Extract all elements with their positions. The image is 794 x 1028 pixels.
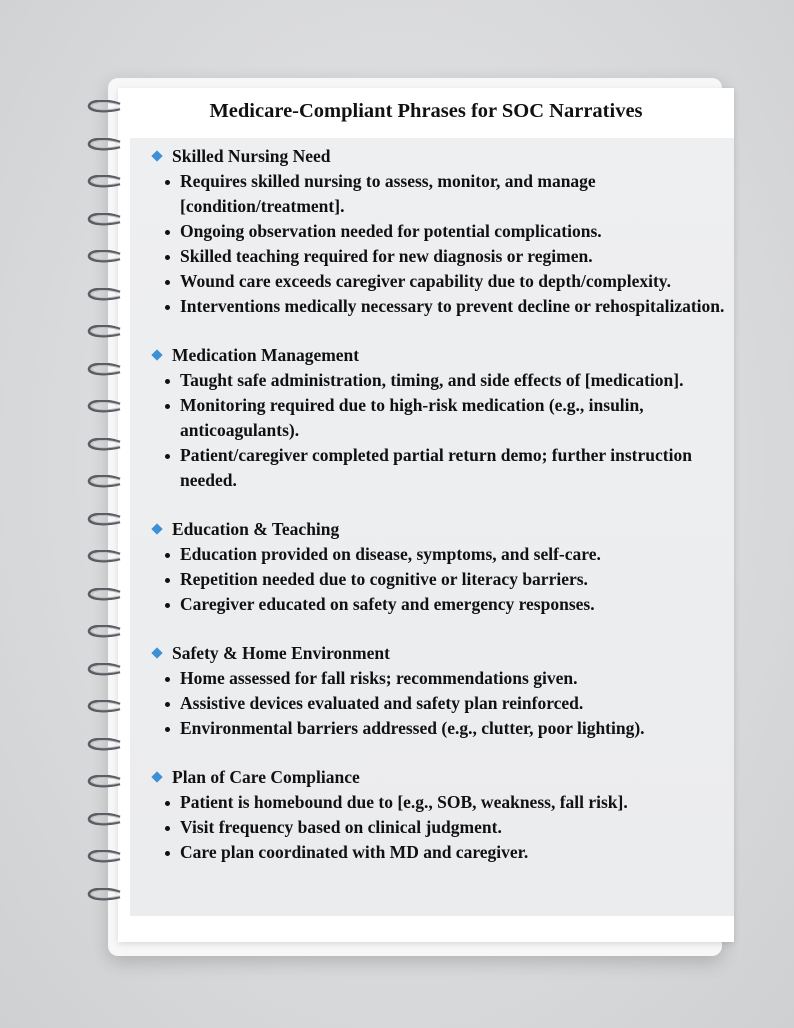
content-panel — [130, 138, 734, 916]
spiral-ring-icon — [86, 100, 122, 114]
item-list — [152, 790, 732, 865]
list-item-text: Requires skilled nursing to assess, monitor, and manage [condition/treatment]. — [180, 171, 596, 216]
list-item — [152, 368, 732, 393]
list-item-text: Visit frequency based on clinical judgment. — [180, 817, 502, 837]
bullet-dot-icon — [165, 230, 170, 235]
bullet-dot-icon — [165, 702, 170, 707]
section-heading — [152, 641, 732, 666]
spiral-ring-icon — [86, 738, 122, 752]
list-item-text: Repetition needed due to cognitive or literacy barriers. — [180, 569, 588, 589]
spiral-ring-icon — [86, 813, 122, 827]
bullet-dot-icon — [165, 280, 170, 285]
title-bar — [118, 88, 734, 138]
spiral-ring-icon — [86, 400, 122, 414]
diamond-bullet-icon — [151, 150, 162, 161]
list-item — [152, 393, 732, 443]
list-item-text: Caregiver educated on safety and emergency responses. — [180, 594, 595, 614]
list-item — [152, 691, 732, 716]
list-item-text: Monitoring required due to high-risk medication (e.g., insulin, anticoagulants). — [180, 395, 644, 440]
list-item-text: Taught safe administration, timing, and side effects of [medication]. — [180, 370, 684, 390]
list-item-text: Wound care exceeds caregiver capability due to depth/complexity. — [180, 271, 671, 291]
bullet-dot-icon — [165, 826, 170, 831]
list-item — [152, 443, 732, 493]
list-item — [152, 244, 732, 269]
spiral-ring-icon — [86, 438, 122, 452]
section-heading — [152, 765, 732, 790]
list-item — [152, 592, 732, 617]
spiral-ring-icon — [86, 700, 122, 714]
list-item-text: Patient/caregiver completed partial return demo; further instruction needed. — [180, 445, 692, 490]
content-list — [152, 144, 732, 889]
list-item-text: Assistive devices evaluated and safety plan reinforced. — [180, 693, 584, 713]
spiral-ring-icon — [86, 775, 122, 789]
list-item-text: Home assessed for fall risks; recommendations given. — [180, 668, 578, 688]
diamond-bullet-icon — [151, 349, 162, 360]
diamond-bullet-icon — [151, 523, 162, 534]
list-item — [152, 567, 732, 592]
bullet-dot-icon — [165, 727, 170, 732]
list-item-text: Patient is homebound due to [e.g., SOB, weakness, fall risk]. — [180, 792, 628, 812]
page-title: Medicare-Compliant Phrases for SOC Narratives — [209, 100, 643, 122]
spiral-ring-icon — [86, 513, 122, 527]
list-item — [152, 815, 732, 840]
list-item-text: Education provided on disease, symptoms, and self-care. — [180, 544, 601, 564]
spiral-ring-icon — [86, 850, 122, 864]
section-heading-text: Skilled Nursing Need — [172, 146, 331, 166]
list-item — [152, 269, 732, 294]
section — [152, 517, 732, 617]
list-item — [152, 542, 732, 567]
bullet-dot-icon — [165, 404, 170, 409]
list-item — [152, 294, 732, 319]
bullet-dot-icon — [165, 454, 170, 459]
list-item-text: Skilled teaching required for new diagnosis or regimen. — [180, 246, 593, 266]
diamond-bullet-icon — [151, 771, 162, 782]
list-item — [152, 666, 732, 691]
spiral-ring-icon — [86, 588, 122, 602]
list-item-text: Interventions medically necessary to prevent decline or rehospitalization. — [180, 296, 725, 316]
list-item — [152, 790, 732, 815]
list-item — [152, 219, 732, 244]
bullet-dot-icon — [165, 305, 170, 310]
section — [152, 144, 732, 319]
section — [152, 765, 732, 865]
bullet-dot-icon — [165, 677, 170, 682]
spiral-ring-icon — [86, 250, 122, 264]
bullet-dot-icon — [165, 851, 170, 856]
bullet-dot-icon — [165, 180, 170, 185]
section-heading-text: Education & Teaching — [172, 519, 340, 539]
notebook-page — [118, 88, 734, 942]
section-heading — [152, 517, 732, 542]
item-list — [152, 169, 732, 319]
item-list — [152, 542, 732, 617]
spiral-ring-icon — [86, 625, 122, 639]
bullet-dot-icon — [165, 603, 170, 608]
spiral-ring-icon — [86, 475, 122, 489]
list-item-text: Care plan coordinated with MD and caregiver. — [180, 842, 529, 862]
section-heading-text: Plan of Care Compliance — [172, 767, 360, 787]
spiral-ring-icon — [86, 175, 122, 189]
section-heading-text: Medication Management — [172, 345, 360, 365]
bullet-dot-icon — [165, 379, 170, 384]
section-heading-text: Safety & Home Environment — [172, 643, 390, 663]
list-item-text: Environmental barriers addressed (e.g., clutter, poor lighting). — [180, 718, 645, 738]
bullet-dot-icon — [165, 801, 170, 806]
section-heading — [152, 144, 732, 169]
spiral-binding — [86, 100, 126, 920]
list-item — [152, 840, 732, 865]
section — [152, 641, 732, 741]
section — [152, 343, 732, 493]
bullet-dot-icon — [165, 578, 170, 583]
list-item — [152, 169, 732, 219]
list-item-text: Ongoing observation needed for potential complications. — [180, 221, 602, 241]
spiral-ring-icon — [86, 550, 122, 564]
list-item — [152, 716, 732, 741]
bullet-dot-icon — [165, 255, 170, 260]
item-list — [152, 368, 732, 493]
spiral-ring-icon — [86, 213, 122, 227]
spiral-ring-icon — [86, 138, 122, 152]
spiral-ring-icon — [86, 363, 122, 377]
spiral-ring-icon — [86, 288, 122, 302]
spiral-ring-icon — [86, 325, 122, 339]
spiral-ring-icon — [86, 888, 122, 902]
section-heading — [152, 343, 732, 368]
diamond-bullet-icon — [151, 647, 162, 658]
bullet-dot-icon — [165, 553, 170, 558]
item-list — [152, 666, 732, 741]
spiral-ring-icon — [86, 663, 122, 677]
